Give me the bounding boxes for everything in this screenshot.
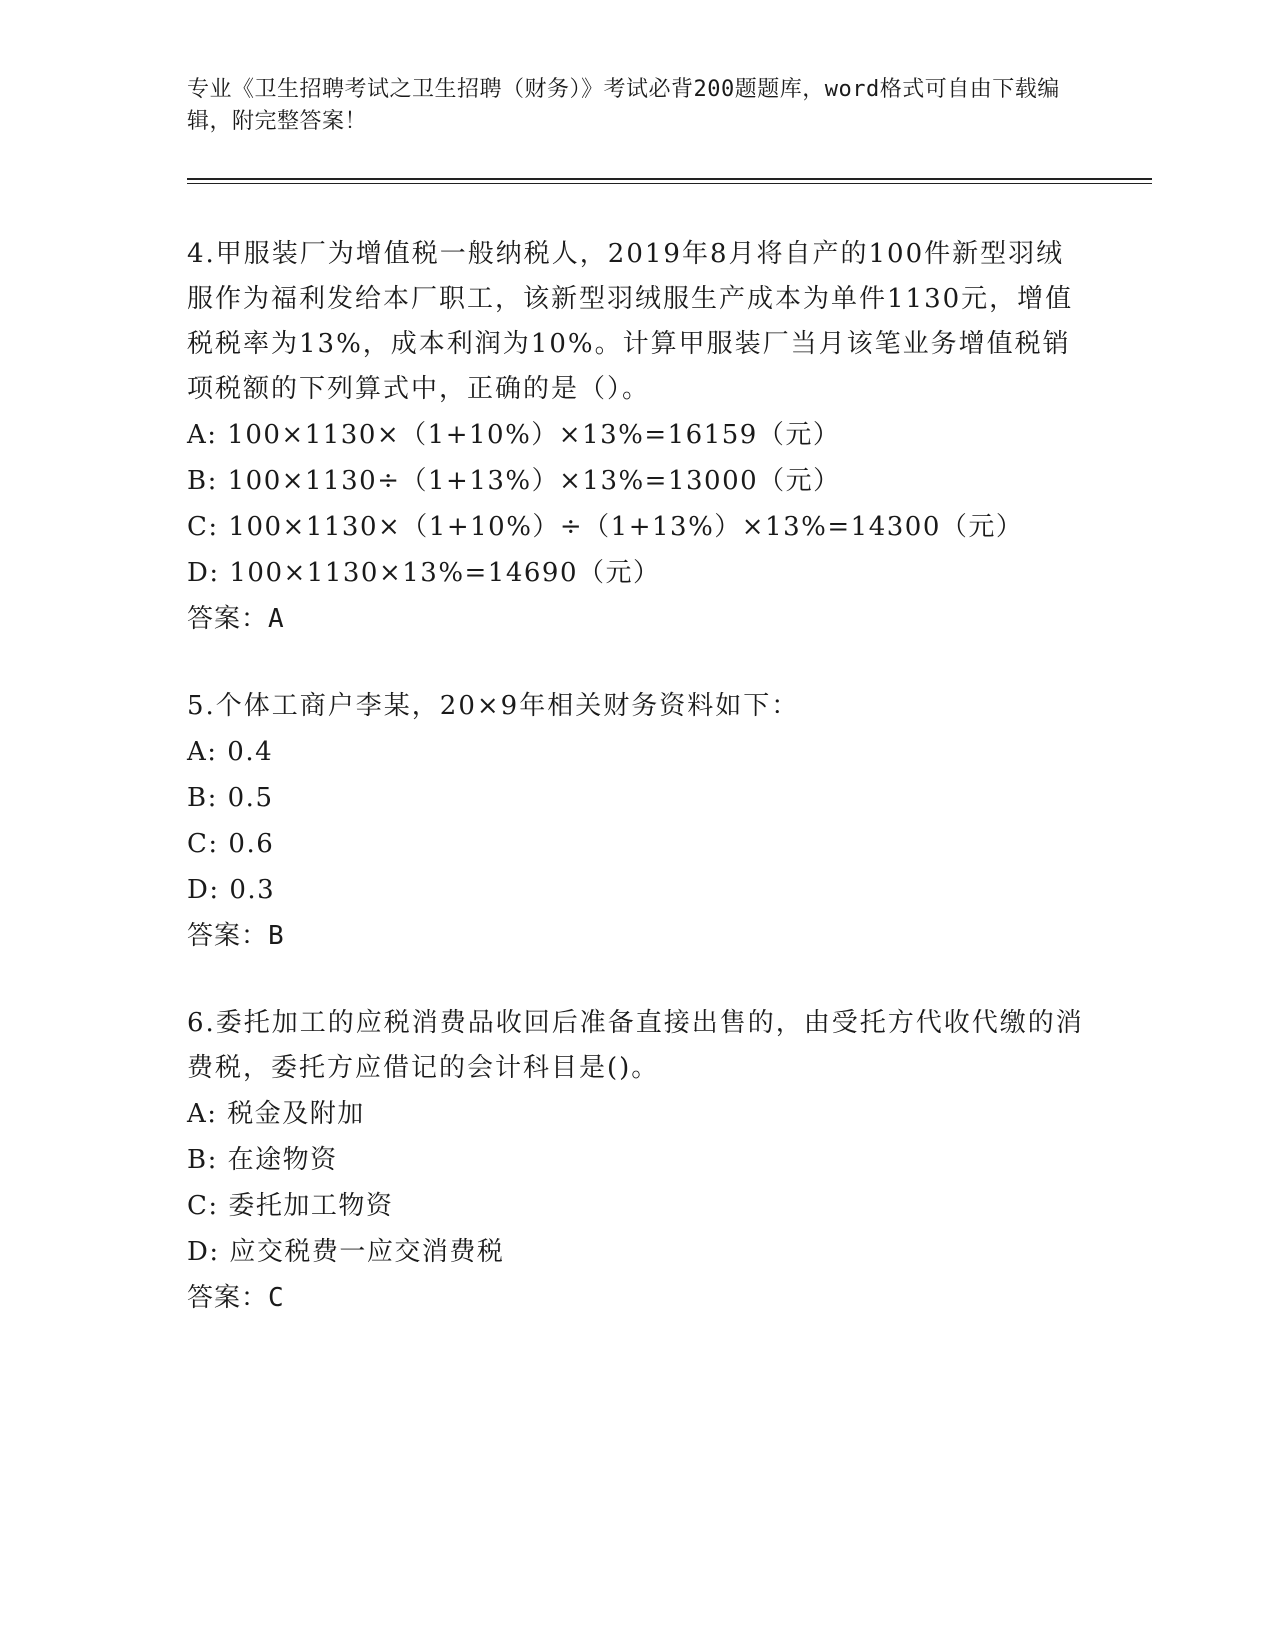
option-b: B: 100×1130÷（1+13%）×13%=13000（元） — [187, 466, 841, 496]
document-header: 专业《卫生招聘考试之卫生招聘（财务）》考试必背200题题库，word格式可自由下载编辑，附完整答案！ — [187, 77, 1060, 134]
answer: 答案：B — [187, 921, 285, 951]
option-d: D: 0.3 — [187, 875, 276, 905]
answer: 答案：C — [187, 1283, 285, 1313]
answer: 答案：A — [187, 604, 285, 634]
option-b: B: 0.5 — [187, 783, 274, 813]
option-c: C: 委托加工物资 — [187, 1191, 394, 1221]
option-b: B: 在途物资 — [187, 1145, 338, 1175]
question-4 — [187, 232, 1087, 642]
header-divider-top — [187, 178, 1152, 180]
question-text: 5.个体工商户李某，20×9年相关财务资料如下： — [187, 691, 800, 721]
option-c: C: 100×1130×（1+10%）÷（1+13%）×13%=14300（元） — [187, 512, 1024, 542]
option-a: A: 100×1130×（1+10%）×13%=16159（元） — [187, 420, 841, 450]
option-a: A: 税金及附加 — [187, 1099, 365, 1129]
question-text: 4.甲服装厂为增值税一般纳税人，2019年8月将自产的100件新型羽绒服作为福利发给本厂职工，该新型羽绒服生产成本为单件1130元，增值税税率为13%，成本利润为10%。计算甲服装厂当月该笔业务增值税销项税额的下列算式中，正确的是（）。 — [187, 239, 1074, 404]
header-divider-bottom — [187, 183, 1152, 184]
option-a: A: 0.4 — [187, 737, 274, 767]
question-6 — [187, 1001, 1087, 1321]
question-list — [187, 232, 1087, 1363]
option-d: D: 100×1130×13%=14690（元） — [187, 558, 661, 588]
option-d: D: 应交税费一应交消费税 — [187, 1237, 505, 1267]
option-c: C: 0.6 — [187, 829, 275, 859]
question-text: 6.委托加工的应税消费品收回后准备直接出售的，由受托方代收代缴的消费税，委托方应借记的会计科目是()。 — [187, 1008, 1084, 1083]
question-5 — [187, 684, 1087, 959]
